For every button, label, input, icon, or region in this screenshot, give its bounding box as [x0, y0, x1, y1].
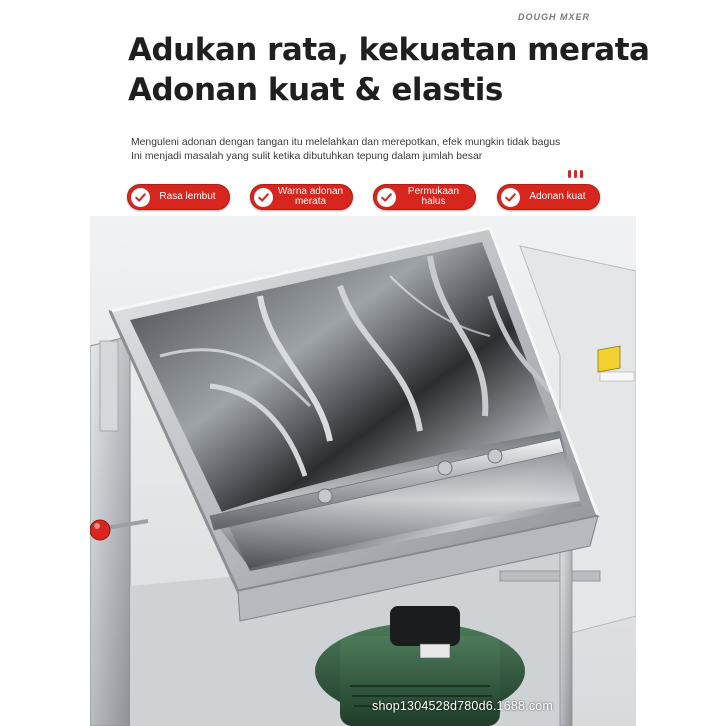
description-line-1: Menguleni adonan dengan tangan itu melelahkan dan merepotkan, efek mungkin tidak bagus: [131, 137, 561, 148]
watermark: shop1304528d780d6.1688.com: [372, 699, 554, 713]
dough-mixer-illustration: [90, 216, 636, 726]
feature-pill-3: [373, 184, 476, 210]
left-frame-bar: [100, 341, 118, 431]
shaft-bolt: [318, 489, 332, 503]
feature-list: [127, 184, 601, 210]
feature-pill-1: [127, 184, 230, 210]
shaft-bolt: [488, 449, 502, 463]
headline-line-1: Adukan rata, kekuatan merata: [128, 32, 650, 68]
dot: [580, 170, 583, 178]
check-circle-icon: [501, 188, 520, 207]
feature-pill-4: [497, 184, 600, 210]
warning-sticker: [598, 346, 620, 372]
red-knob-highlight: [94, 523, 100, 529]
motor-label: [420, 644, 450, 658]
check-circle-icon: [254, 188, 273, 207]
check-circle-icon: [131, 188, 150, 207]
frame-crossbar: [500, 571, 600, 581]
motor-cap: [390, 606, 460, 646]
check-circle-icon: [377, 188, 396, 207]
product-photo: [90, 216, 636, 726]
feature-label: Rasa lembut: [159, 191, 216, 202]
brand-label: DOUGH MXER: [517, 12, 590, 22]
dot: [574, 170, 577, 178]
dot: [568, 170, 571, 178]
decorative-dots: [568, 170, 583, 178]
feature-label: Permukaan halus: [407, 186, 460, 207]
feature-label: Adonan kuat: [529, 191, 586, 202]
feature-pill-2: [250, 184, 353, 210]
feature-label: Warna adonan merata: [277, 186, 344, 207]
description-line-2: Ini menjadi masalah yang sulit ketika dibutuhkan tepung dalam jumlah besar: [131, 151, 483, 162]
housing-label: [600, 372, 634, 381]
red-knob: [90, 520, 110, 540]
headline: [128, 30, 650, 110]
description: [131, 136, 611, 164]
shaft-bolt: [438, 461, 452, 475]
headline-line-2: Adonan kuat & elastis: [128, 72, 503, 108]
